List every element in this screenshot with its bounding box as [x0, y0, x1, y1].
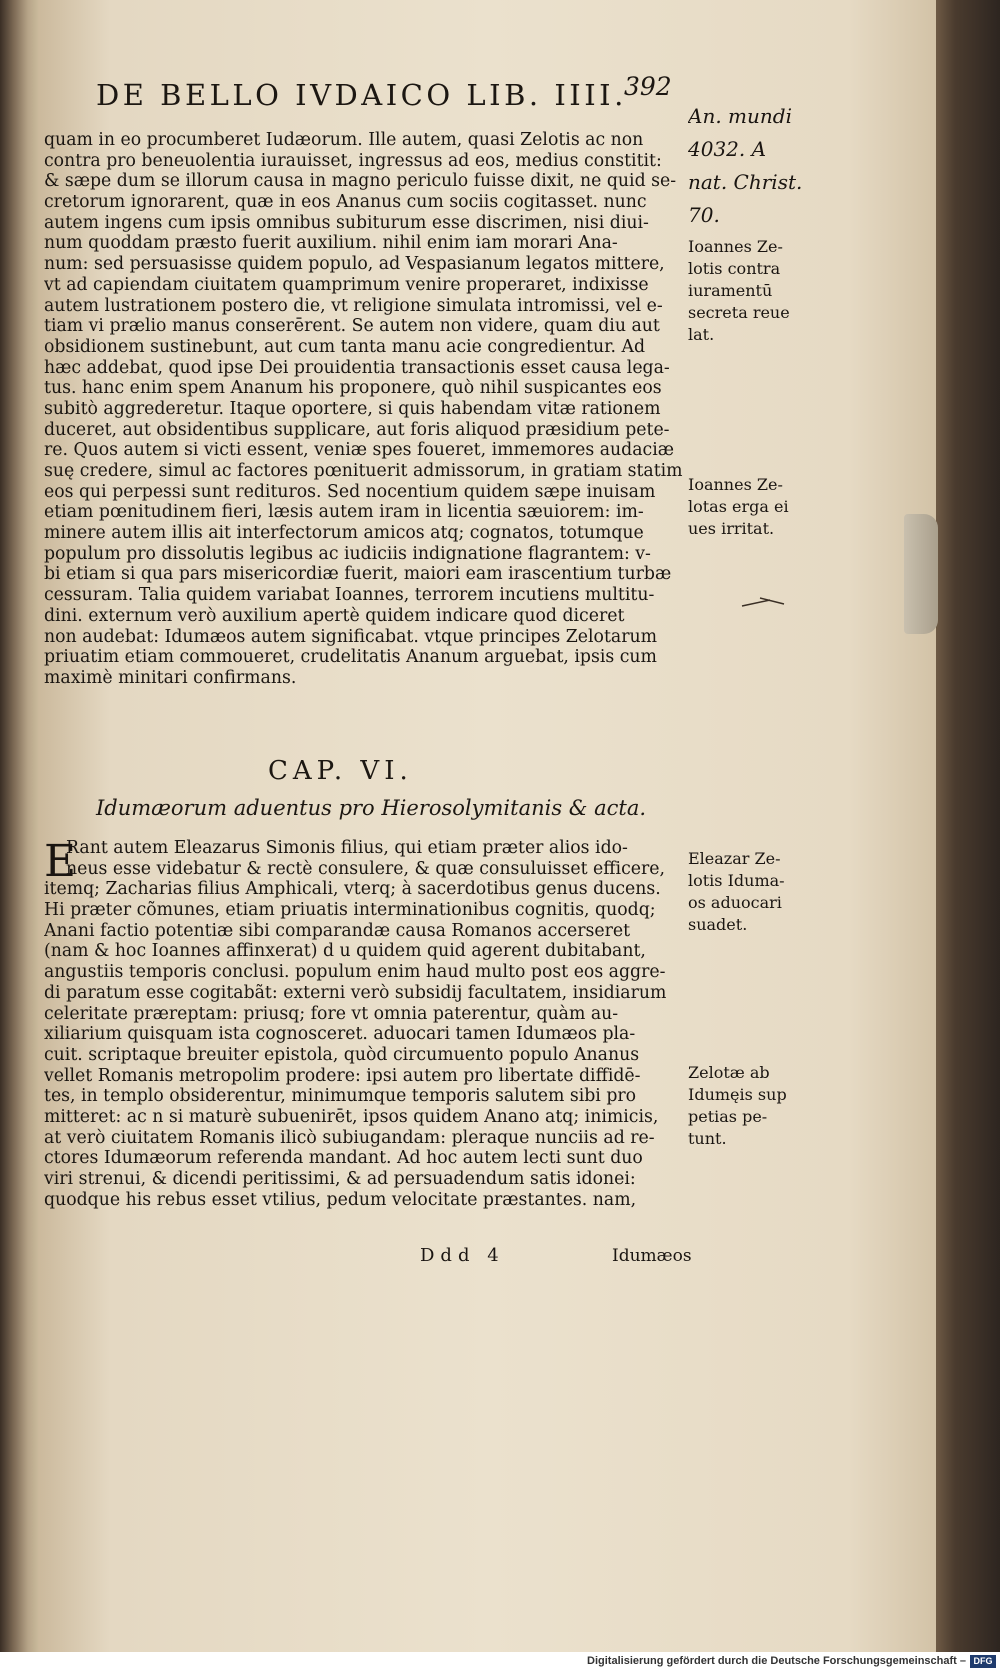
margin-line: 4032. A [688, 137, 767, 161]
footer-bar [0, 1652, 1000, 1673]
text-line: vellet Romanis metropolim prodere: ipsi autem pro libertate diffidē- [44, 1065, 641, 1086]
text-line: cessuram. Talia quidem variabat Ioannes, terrorem incutiens multitu- [44, 585, 655, 606]
text-line: priuatim etiam commoueret, crudelitatis Ananum arguebat, ipsis cum [44, 647, 657, 668]
chapter-title: CAP. VI. [268, 756, 413, 786]
text-line: tus. hanc enim spem Ananum his proponere, quò nihil suspicantes eos [44, 378, 662, 399]
margin-year-note [688, 100, 806, 232]
text-line: vt ad capiendam ciuitatem quamprimum venire properaret, indixisse [44, 274, 649, 295]
footer-credit: Digitalisierung gefördert durch die Deutsche Forschungsgemeinschaft – [587, 1655, 966, 1667]
text-line: & sæpe dum se illorum causa in magno periculo fuisse dixit, ne quid se- [44, 171, 677, 192]
text-line: bi etiam si qua pars misericordiæ fuerit, maiori eam irascentium turbæ [44, 564, 672, 585]
folio-number: 392 [624, 72, 672, 101]
text-line: dini. externum verò auxilium apertè quidem indicare quod diceret [44, 605, 625, 626]
margin-line: nat. Christ. [688, 170, 803, 194]
chapter-subtitle: Idumæorum aduentus pro Hierosolymitanis & acta. [96, 796, 647, 820]
running-head-title: DE BELLO IVDAICO LIB. IIII. [96, 78, 627, 112]
margin-note-2 [688, 474, 806, 540]
margin-line: Idumęis sup [688, 1085, 787, 1104]
margin-line: Ioannes Ze- [688, 475, 783, 494]
text-line: Anani factio potentiæ sibi comparandæ causa Romanos accerseret [44, 920, 631, 941]
text-line: eos qui perpessi sunt redituros. Sed nocentium quidem sæpe inuisam [44, 481, 656, 502]
text-line: mitteret: ac n si maturè subuenirēt, ipsos quidem Anano atq; inimicis, [44, 1106, 659, 1127]
text-line: di paratum esse cogitabãt: externi verò subsidij facultatem, insidiarum [44, 982, 667, 1003]
text-line: (nam & hoc Ioannes affinxerat) d u quidem quid agerent dubitabant, [44, 941, 646, 962]
text-line: cuit. scriptaque breuiter epistola, quòd circumuento populo Ananus [44, 1044, 640, 1065]
margin-line: lat. [688, 325, 715, 344]
text-line: suę credere, simul ac factores pœnituerit admissorum, in gratiam statim [44, 461, 683, 481]
text-line: xiliarium quisquam ista cognosceret. aduocari tamen Idumæos pla- [44, 1024, 636, 1045]
margin-line: petias pe- [688, 1107, 768, 1126]
margin-line: iuramentū [688, 281, 773, 300]
margin-line: lotas erga ei [688, 497, 789, 516]
text-line: num quoddam præsto fuerit auxilium. nihil enim iam morari Ana- [44, 233, 618, 254]
catchword: Idumæos [612, 1246, 692, 1266]
margin-line: Ioannes Ze- [688, 237, 783, 256]
text-line: Hi præter cõmunes, etiam priuatis interminationibus cognitis, quodq; [44, 900, 656, 921]
margin-line: Eleazar Ze- [688, 849, 781, 868]
text-line: ctores Idumæorum referenda mandant. Ad hoc autem lecti sunt duo [44, 1148, 643, 1169]
text-line: hæc addebat, quod ipse Dei prouidentia transactionis esset causa lega- [44, 357, 670, 378]
page-tab [904, 514, 938, 634]
text-line: at verò ciuitatem Romanis ilicò subiugandam: pleraque nunciis ad re- [44, 1127, 655, 1148]
text-line: tes, in templo obsiderentur, minimumque temporis salutem sibi pro [44, 1086, 637, 1107]
text-line: re. Quos autem si victi essent, veniæ spes foueret, immemores audaciæ [44, 440, 674, 461]
margin-note-3 [688, 848, 806, 936]
text-line: angustiis temporis conclusi. populum enim haud multo post eos aggre- [44, 962, 666, 983]
margin-note-4 [688, 1062, 806, 1150]
margin-line: An. mundi [688, 104, 792, 128]
drop-cap: E [44, 836, 77, 887]
text-line: viri strenui, & dicendi peritissimi, & ad persuadendum satis idonei: [44, 1169, 636, 1189]
margin-line: 70. [688, 203, 720, 227]
left-page-edge [0, 0, 40, 1652]
text-line: populum pro dissolutis legibus ac iudiciis indignatione flagrantem: v- [44, 543, 651, 564]
text-line: neus esse videbatur & rectè consulere, & quæ consuluisset efficere, [66, 858, 665, 879]
text-line: itemq; Zacharias filius Amphicali, vterq; à sacerdotibus genus ducens. [44, 879, 661, 900]
text-line: Rant autem Eleazarus Simonis filius, qui etiam præter alios ido- [66, 838, 628, 858]
text-line: autem ingens cum ipsis omnibus subiturum esse discrimen, nisi diui- [44, 212, 649, 233]
text-line: cretorum ignorarent, quæ in eos Ananus cum sociis cogitasset. nunc [44, 192, 647, 213]
margin-line: lotis contra [688, 259, 781, 278]
margin-line: suadet. [688, 915, 748, 934]
margin-line: os aduocari [688, 893, 782, 912]
body-text-bottom [44, 838, 684, 1210]
signature-mark: Ddd 4 [420, 1245, 505, 1266]
text-line: subitò aggrederetur. Itaque oportere, si quis habendam vitæ rationem [44, 398, 661, 419]
text-line: celeritate præreptam: priusq; fore vt omnia paterentur, quàm au- [44, 1003, 619, 1024]
text-line: minere autem illis ait interfectorum amicos atq; cognatos, totumque [44, 523, 644, 544]
margin-line: Zelotæ ab [688, 1063, 770, 1082]
text-line: obsidionem sustinebunt, aut cum tanta manu acie congredientur. Ad [44, 336, 646, 357]
margin-line: lotis Iduma- [688, 871, 785, 890]
text-line: autem lustrationem postero die, vt religione simulata intromissi, vel e- [44, 295, 663, 316]
text-line: tiam vi prælio manus conserērent. Se autem non videre, quam diu aut [44, 316, 660, 337]
text-line: maximè minitari confirmans. [44, 667, 297, 688]
text-line: quodque his rebus esset vtilius, pedum velocitate præstantes. nam, [44, 1189, 637, 1210]
dfg-logo-icon: DFG [970, 1655, 996, 1668]
pen-mark-icon [740, 596, 786, 608]
text-line: num: sed persuasisse quidem populo, ad Vespasianum legatos mittere, [44, 254, 665, 275]
text-line: etiam pœnitudinem fieri, læsis autem iram in licentia sæuiorem: im- [44, 502, 644, 523]
text-line: non audebat: Idumæos autem significabat. vtque principes Zelotarum [44, 626, 657, 647]
text-line: duceret, aut obsidentibus supplicare, aut foris aliquod præsidium pete- [44, 419, 670, 440]
text-line: contra pro beneuolentia iurauisset, ingressus ad eos, medius constitit: [44, 150, 662, 171]
text-line: quam in eo procumberet Iudæorum. Ille autem, quasi Zelotis ac non [44, 130, 644, 150]
margin-line: secreta reue [688, 303, 790, 322]
margin-line: ues irritat. [688, 519, 775, 538]
margin-note-1 [688, 236, 806, 346]
running-head [96, 72, 696, 122]
body-text-top [44, 130, 684, 689]
margin-line: tunt. [688, 1129, 727, 1148]
right-page-edge [936, 0, 1000, 1652]
